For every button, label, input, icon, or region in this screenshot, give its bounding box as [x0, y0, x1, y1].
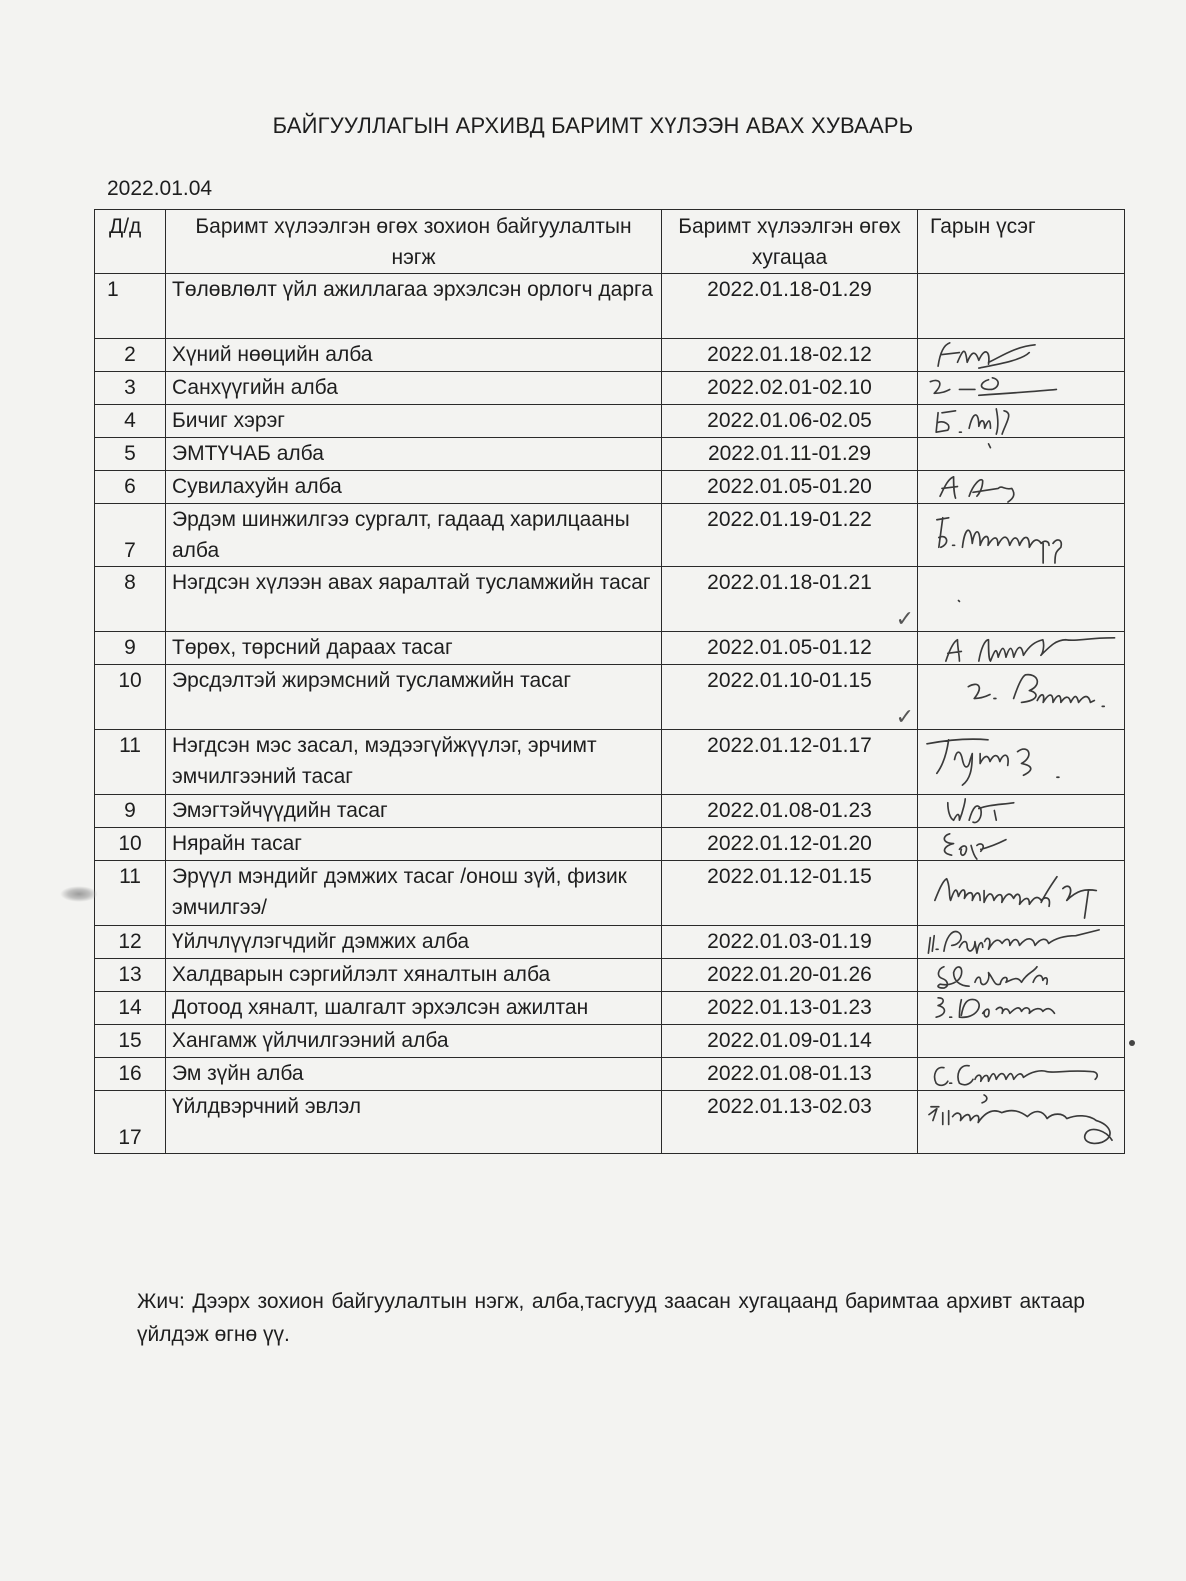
document-title: БАЙГУУЛЛАГЫН АРХИВД БАРИМТ ХҮЛЭЭН АВАХ ХУВААРЬ	[272, 113, 914, 138]
row-period: 2022.01.09-01.14	[662, 1025, 918, 1058]
row-period: 2022.01.06-02.05	[662, 405, 918, 438]
scan-smudge	[60, 886, 98, 902]
row-unit: Эм зүйн алба	[166, 1058, 662, 1091]
table-row	[95, 274, 1125, 339]
row-unit: ЭМТҮЧАБ алба	[166, 438, 662, 471]
signature-cell-empty	[918, 567, 1125, 632]
row-unit: Бичиг хэрэг	[166, 405, 662, 438]
handwritten-signature	[918, 339, 1124, 371]
row-period: 2022.01.08-01.13	[662, 1058, 918, 1091]
signature-cell	[918, 471, 1125, 504]
row-unit: Үйлчлүүлэгчдийг дэмжих алба	[166, 926, 662, 959]
row-period: 2022.01.05-01.12	[662, 632, 918, 665]
row-number: 9	[95, 795, 166, 828]
header-unit: Баримт хүлээлгэн өгөх зохион байгуулалтын нэгж	[166, 210, 662, 274]
handwritten-signature	[918, 1091, 1124, 1153]
row-number: 9	[95, 632, 166, 665]
handwritten-signature	[918, 992, 1124, 1024]
row-number: 15	[95, 1025, 166, 1058]
row-unit: Төрөх, төрсний дараах тасаг	[166, 632, 662, 665]
table-row	[95, 730, 1125, 795]
table-row	[95, 1091, 1125, 1154]
row-unit: Үйлдвэрчний эвлэл	[166, 1091, 662, 1154]
row-period: 2022.01.03-01.19	[662, 926, 918, 959]
signature-cell-empty	[918, 274, 1125, 339]
row-period: 2022.01.12-01.17	[662, 730, 918, 795]
scan-speck	[1129, 1040, 1135, 1046]
row-number: 13	[95, 959, 166, 992]
table-row	[95, 438, 1125, 471]
handwritten-signature	[918, 795, 1124, 827]
row-unit: Эрүүл мэндийг дэмжих тасаг /онош зүй, физик эмчилгээ/	[166, 861, 662, 926]
row-number: 1	[95, 274, 166, 339]
row-unit: Сувилахуйн алба	[166, 471, 662, 504]
row-number: 2	[95, 339, 166, 372]
handwritten-signature	[918, 959, 1124, 991]
handwritten-signature	[918, 471, 1124, 503]
handwritten-signature	[918, 632, 1124, 664]
header-period: Баримт хүлээлгэн өгөх хугацаа	[662, 210, 918, 274]
check-mark: ✓	[895, 606, 914, 631]
signature-cell	[918, 828, 1125, 861]
table-row	[95, 339, 1125, 372]
row-period: 2022.01.20-01.26	[662, 959, 918, 992]
row-unit: Эмэгтэйчүүдийн тасаг	[166, 795, 662, 828]
signature-cell	[918, 1058, 1125, 1091]
table-row	[95, 405, 1125, 438]
handwritten-signature	[918, 926, 1124, 958]
signature-cell	[918, 504, 1125, 567]
row-number: 10	[95, 665, 166, 730]
row-period	[662, 665, 918, 730]
row-number: 10	[95, 828, 166, 861]
handwritten-signature	[918, 405, 1124, 437]
row-unit: Нэгдсэн хүлээн авах яаралтай тусламжийн тасаг	[166, 567, 662, 632]
signature-cell	[918, 926, 1125, 959]
row-period: 2022.01.19-01.22	[662, 504, 918, 567]
signature-cell	[918, 1091, 1125, 1154]
check-mark: ✓	[895, 704, 914, 729]
handwritten-signature	[918, 665, 1124, 729]
table-row	[95, 861, 1125, 926]
row-unit: Дотоод хяналт, шалгалт эрхэлсэн ажилтан	[166, 992, 662, 1025]
handwritten-signature	[918, 730, 1124, 794]
row-number: 14	[95, 992, 166, 1025]
row-number: 12	[95, 926, 166, 959]
row-unit: Эрсдэлтэй жирэмсний тусламжийн тасаг	[166, 665, 662, 730]
row-period: 2022.01.12-01.15	[662, 861, 918, 926]
table-header-row	[95, 210, 1125, 274]
document-date: 2022.01.04	[107, 177, 213, 200]
row-period: 2022.01.18-01.29	[662, 274, 918, 339]
signature-cell-empty	[918, 1025, 1125, 1058]
header-signature: Гарын үсэг	[918, 210, 1125, 274]
table-row	[95, 504, 1125, 567]
row-unit: Санхүүгийн алба	[166, 372, 662, 405]
row-period: 2022.01.11-01.29	[662, 438, 918, 471]
row-unit: Хангамж үйлчилгээний алба	[166, 1025, 662, 1058]
signature-cell	[918, 861, 1125, 926]
row-number: 4	[95, 405, 166, 438]
table-row	[95, 1025, 1125, 1058]
row-period: 2022.01.13-02.03	[662, 1091, 918, 1154]
row-number: 5	[95, 438, 166, 471]
period-text: 2022.01.10-01.15	[707, 669, 872, 692]
row-number: 6	[95, 471, 166, 504]
table-row	[95, 795, 1125, 828]
table-row	[95, 665, 1125, 730]
table-row	[95, 632, 1125, 665]
pen-mark	[918, 438, 1124, 470]
row-unit: Төлөвлөлт үйл ажиллагаа эрхэлсэн орлогч дарга	[166, 274, 662, 339]
row-period: 2022.01.13-01.23	[662, 992, 918, 1025]
table-row	[95, 471, 1125, 504]
footnote: Жич: Дээрх зохион байгуулалтын нэгж, алба,тасгууд заасан хугацаанд баримтаа архивт актаар үйлдэж өгнө үү.	[137, 1290, 1085, 1346]
row-period: 2022.01.05-01.20	[662, 471, 918, 504]
row-period: 2022.01.12-01.20	[662, 828, 918, 861]
signature-cell	[918, 665, 1125, 730]
signature-cell	[918, 438, 1125, 471]
handwritten-signature	[918, 504, 1124, 566]
signature-cell	[918, 959, 1125, 992]
signature-cell	[918, 405, 1125, 438]
handwritten-signature	[918, 1058, 1124, 1090]
period-text: 2022.01.18-01.21	[707, 571, 872, 594]
row-number: 16	[95, 1058, 166, 1091]
handwritten-signature	[918, 372, 1124, 404]
row-unit: Хүний нөөцийн алба	[166, 339, 662, 372]
table-row	[95, 1058, 1125, 1091]
table-row	[95, 372, 1125, 405]
table-row	[95, 926, 1125, 959]
row-period: 2022.01.18-02.12	[662, 339, 918, 372]
row-unit: Эрдэм шинжилгээ сургалт, гадаад харилцааны алба	[166, 504, 662, 567]
row-unit: Халдварын сэргийлэлт хяналтын алба	[166, 959, 662, 992]
row-period: 2022.02.01-02.10	[662, 372, 918, 405]
row-unit: Нэгдсэн мэс засал, мэдээгүйжүүлэг, эрчимт эмчилгээний тасаг	[166, 730, 662, 795]
handwritten-signature	[918, 828, 1124, 860]
row-number: 17	[95, 1091, 166, 1154]
signature-cell	[918, 795, 1125, 828]
handwritten-signature	[918, 861, 1124, 925]
signature-cell	[918, 372, 1125, 405]
table-row	[95, 567, 1125, 632]
row-number: 11	[95, 730, 166, 795]
row-number: 11	[95, 861, 166, 926]
signature-cell	[918, 632, 1125, 665]
table-row	[95, 828, 1125, 861]
row-period	[662, 567, 918, 632]
row-period: 2022.01.08-01.23	[662, 795, 918, 828]
row-number: 3	[95, 372, 166, 405]
table-row	[95, 992, 1125, 1025]
signature-cell	[918, 992, 1125, 1025]
signature-cell	[918, 730, 1125, 795]
pen-mark	[918, 567, 1124, 631]
row-unit: Нярайн тасаг	[166, 828, 662, 861]
signature-cell	[918, 339, 1125, 372]
header-number: Д/д	[95, 210, 166, 274]
row-number: 7	[95, 504, 166, 567]
table-row	[95, 959, 1125, 992]
schedule-table	[94, 209, 1125, 1154]
row-number: 8	[95, 567, 166, 632]
